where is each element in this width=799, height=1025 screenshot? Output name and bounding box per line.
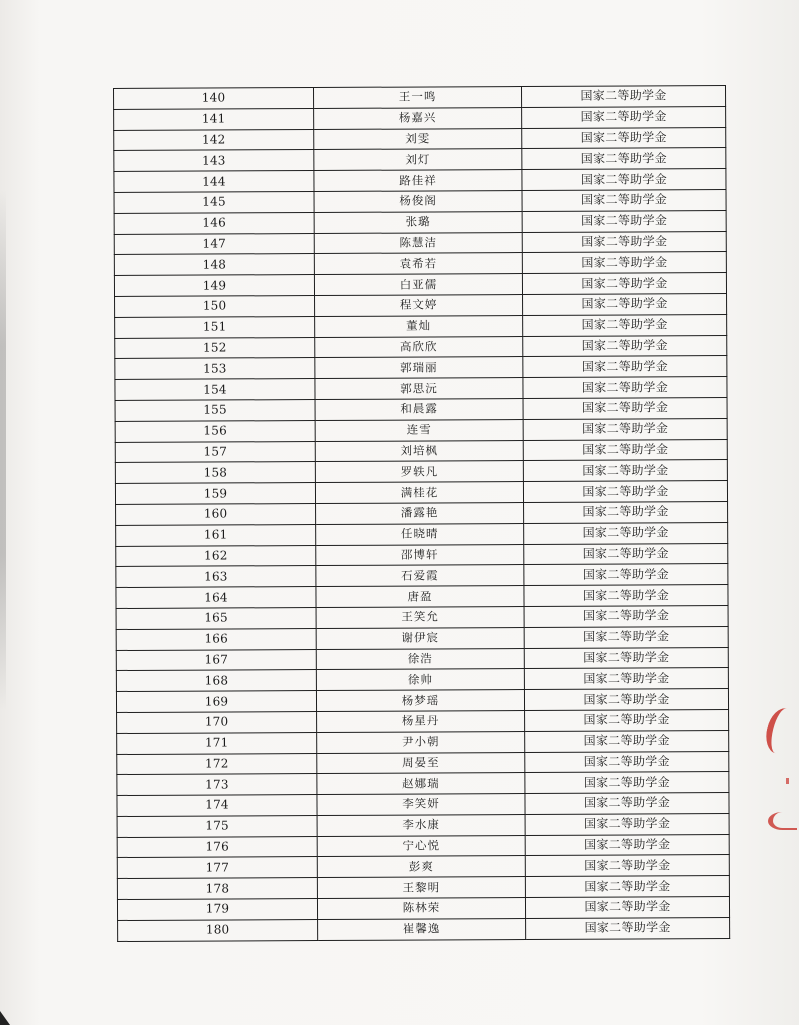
table-row <box>117 730 729 754</box>
table-row <box>114 189 726 213</box>
row-number-cell: 163 <box>116 566 316 588</box>
table-row <box>116 647 728 671</box>
row-number-cell: 153 <box>115 358 315 380</box>
award-type-cell: 国家二等助学金 <box>525 876 729 898</box>
award-type-cell: 国家二等助学金 <box>523 293 727 315</box>
award-type-cell: 国家二等助学金 <box>521 86 725 108</box>
table-row <box>116 522 728 546</box>
student-name-cell: 满桂花 <box>315 482 523 504</box>
student-name-cell: 董灿 <box>315 315 523 337</box>
table-row <box>114 210 726 234</box>
table-row <box>114 106 726 130</box>
table-row <box>116 564 728 588</box>
row-number-cell: 159 <box>115 483 315 505</box>
row-number-cell: 167 <box>116 649 316 671</box>
student-name-cell: 张璐 <box>314 211 522 233</box>
table-row <box>114 148 726 172</box>
table-row <box>114 169 726 193</box>
student-name-cell: 谢伊宸 <box>316 627 524 649</box>
binding-shadow <box>0 190 6 710</box>
award-type-cell: 国家二等助学金 <box>525 813 729 835</box>
award-type-cell: 国家二等助学金 <box>522 273 726 295</box>
table-row <box>114 231 726 255</box>
award-type-cell: 国家二等助学金 <box>525 751 729 773</box>
corner-mark <box>0 1011 10 1025</box>
award-type-cell: 国家二等助学金 <box>526 917 730 939</box>
student-name-cell: 宁心悦 <box>317 835 525 857</box>
award-type-cell: 国家二等助学金 <box>525 772 729 794</box>
student-name-cell: 赵娜瑞 <box>317 773 525 795</box>
award-type-cell: 国家二等助学金 <box>524 564 728 586</box>
award-type-cell: 国家二等助学金 <box>524 543 728 565</box>
award-type-cell: 国家二等助学金 <box>522 169 726 191</box>
award-type-cell: 国家二等助学金 <box>523 439 727 461</box>
table-row <box>117 772 729 796</box>
table-row <box>116 543 728 567</box>
table-row <box>118 917 730 941</box>
student-name-cell: 王一鸣 <box>314 87 522 109</box>
student-name-cell: 刘培枫 <box>315 440 523 462</box>
table-row <box>114 86 726 110</box>
table-row <box>116 668 728 692</box>
table-row <box>117 855 729 879</box>
row-number-cell: 164 <box>116 587 316 609</box>
award-type-cell: 国家二等助学金 <box>522 148 726 170</box>
row-number-cell: 174 <box>117 795 317 817</box>
student-name-cell: 王黎明 <box>317 877 525 899</box>
award-type-cell: 国家二等助学金 <box>525 834 729 856</box>
student-name-cell: 唐盈 <box>316 586 524 608</box>
row-number-cell: 169 <box>116 691 316 713</box>
table-row <box>114 252 726 276</box>
table-row <box>115 293 727 317</box>
award-type-cell: 国家二等助学金 <box>523 377 727 399</box>
table-row <box>117 876 729 900</box>
table-row <box>115 397 727 421</box>
row-number-cell: 149 <box>114 275 314 297</box>
student-name-cell: 和晨露 <box>315 398 523 420</box>
award-type-cell: 国家二等助学金 <box>523 335 727 357</box>
student-name-cell: 潘露艳 <box>316 502 524 524</box>
row-number-cell: 160 <box>116 503 316 525</box>
student-name-cell: 程文婷 <box>315 294 523 316</box>
row-number-cell: 157 <box>115 441 315 463</box>
student-name-cell: 高欣欣 <box>315 336 523 358</box>
table-container <box>113 85 729 942</box>
table-row <box>115 356 727 380</box>
table-row <box>117 813 729 837</box>
student-name-cell: 徐帅 <box>316 669 524 691</box>
row-number-cell: 145 <box>114 192 314 214</box>
table-row <box>114 127 726 151</box>
row-number-cell: 173 <box>117 774 317 796</box>
student-name-cell: 王笑允 <box>316 606 524 628</box>
student-name-cell: 杨星丹 <box>317 710 525 732</box>
student-name-cell: 李水康 <box>317 814 525 836</box>
student-name-cell: 路佳祥 <box>314 170 522 192</box>
student-name-cell: 任晓晴 <box>316 523 524 545</box>
student-name-cell: 杨俊阁 <box>314 190 522 212</box>
student-name-cell: 刘灯 <box>314 149 522 171</box>
table-row <box>117 834 729 858</box>
row-number-cell: 148 <box>114 254 314 276</box>
award-type-cell: 国家二等助学金 <box>525 730 729 752</box>
row-number-cell: 161 <box>116 524 316 546</box>
table-row <box>116 626 728 650</box>
award-type-cell: 国家二等助学金 <box>524 522 728 544</box>
award-type-cell: 国家二等助学金 <box>525 793 729 815</box>
row-number-cell: 166 <box>116 628 316 650</box>
award-type-cell: 国家二等助学金 <box>525 897 729 919</box>
award-type-cell: 国家二等助学金 <box>523 314 727 336</box>
table-row <box>116 501 728 525</box>
row-number-cell: 180 <box>118 919 318 941</box>
table-row <box>117 897 729 921</box>
row-number-cell: 140 <box>114 88 314 110</box>
red-seal-stamp <box>771 690 799 850</box>
recipient-table-body <box>114 86 730 942</box>
student-name-cell: 连雪 <box>315 419 523 441</box>
award-type-cell: 国家二等助学金 <box>525 855 729 877</box>
student-name-cell: 徐浩 <box>316 648 524 670</box>
row-number-cell: 154 <box>115 379 315 401</box>
student-name-cell: 刘雯 <box>314 128 522 150</box>
student-name-cell: 杨嘉兴 <box>314 107 522 129</box>
row-number-cell: 142 <box>114 129 314 151</box>
row-number-cell: 152 <box>115 337 315 359</box>
student-name-cell: 白亚儒 <box>314 274 522 296</box>
row-number-cell: 143 <box>114 150 314 172</box>
award-type-cell: 国家二等助学金 <box>524 605 728 627</box>
student-name-cell: 杨梦瑶 <box>316 690 524 712</box>
student-name-cell: 邵博轩 <box>316 544 524 566</box>
student-name-cell: 石爱霞 <box>316 565 524 587</box>
row-number-cell: 158 <box>115 462 315 484</box>
table-row <box>115 314 727 338</box>
table-row <box>115 460 727 484</box>
student-name-cell: 郭思沅 <box>315 378 523 400</box>
award-type-cell: 国家二等助学金 <box>524 501 728 523</box>
table-row <box>114 273 726 297</box>
student-name-cell: 彭爽 <box>317 856 525 878</box>
table-row <box>117 751 729 775</box>
award-type-cell: 国家二等助学金 <box>524 585 728 607</box>
student-name-cell: 周晏至 <box>317 752 525 774</box>
award-type-cell: 国家二等助学金 <box>522 231 726 253</box>
recipient-table <box>113 85 730 942</box>
row-number-cell: 176 <box>117 836 317 858</box>
student-name-cell: 陈慧洁 <box>314 232 522 254</box>
student-name-cell: 陈林荣 <box>317 898 525 920</box>
row-number-cell: 170 <box>117 711 317 733</box>
row-number-cell: 179 <box>117 899 317 921</box>
award-type-cell: 国家二等助学金 <box>522 106 726 128</box>
row-number-cell: 162 <box>116 545 316 567</box>
award-type-cell: 国家二等助学金 <box>523 481 727 503</box>
row-number-cell: 146 <box>114 212 314 234</box>
row-number-cell: 165 <box>116 607 316 629</box>
table-row <box>116 605 728 629</box>
row-number-cell: 155 <box>115 399 315 421</box>
table-row <box>115 377 727 401</box>
award-type-cell: 国家二等助学金 <box>524 626 728 648</box>
award-type-cell: 国家二等助学金 <box>522 189 726 211</box>
row-number-cell: 156 <box>115 420 315 442</box>
row-number-cell: 172 <box>117 753 317 775</box>
row-number-cell: 151 <box>115 316 315 338</box>
student-name-cell: 尹小朝 <box>317 731 525 753</box>
award-type-cell: 国家二等助学金 <box>523 356 727 378</box>
award-type-cell: 国家二等助学金 <box>525 709 729 731</box>
award-type-cell: 国家二等助学金 <box>523 460 727 482</box>
award-type-cell: 国家二等助学金 <box>524 668 728 690</box>
award-type-cell: 国家二等助学金 <box>524 689 728 711</box>
row-number-cell: 144 <box>114 171 314 193</box>
row-number-cell: 178 <box>117 878 317 900</box>
award-type-cell: 国家二等助学金 <box>523 418 727 440</box>
row-number-cell: 171 <box>117 732 317 754</box>
table-row <box>117 793 729 817</box>
student-name-cell: 罗轶凡 <box>315 461 523 483</box>
award-type-cell: 国家二等助学金 <box>522 252 726 274</box>
table-row <box>115 335 727 359</box>
award-type-cell: 国家二等助学金 <box>522 127 726 149</box>
row-number-cell: 147 <box>114 233 314 255</box>
student-name-cell: 袁希若 <box>314 253 522 275</box>
table-row <box>116 689 728 713</box>
table-row <box>115 439 727 463</box>
award-type-cell: 国家二等助学金 <box>522 210 726 232</box>
table-row <box>116 585 728 609</box>
student-name-cell: 郭瑞丽 <box>315 357 523 379</box>
row-number-cell: 168 <box>116 670 316 692</box>
table-row <box>115 418 727 442</box>
award-type-cell: 国家二等助学金 <box>524 647 728 669</box>
row-number-cell: 141 <box>114 108 314 130</box>
table-row <box>115 481 727 505</box>
row-number-cell: 175 <box>117 815 317 837</box>
row-number-cell: 177 <box>117 857 317 879</box>
table-row <box>117 709 729 733</box>
student-name-cell: 李笑妍 <box>317 794 525 816</box>
row-number-cell: 150 <box>115 295 315 317</box>
student-name-cell: 崔馨逸 <box>318 918 526 940</box>
award-type-cell: 国家二等助学金 <box>523 397 727 419</box>
